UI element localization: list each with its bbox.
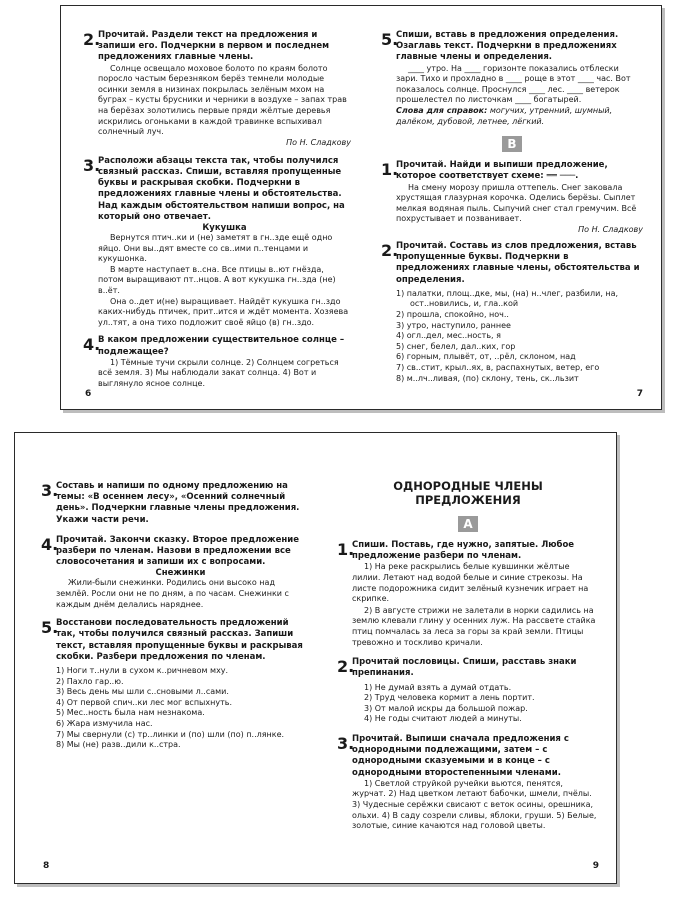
exercise-task: Расположи абзацы текста так, чтобы получился связный рассказ. Спиши, вставляя пропущенные буквы и раскрывая скобки. Подчеркни в предложениях главные члены и обстоятельства. Над каждым обстоятельством напиши вопрос, на который оно отвечает. <box>98 155 345 222</box>
exercise-2 <box>83 30 351 147</box>
page-7 <box>381 6 643 409</box>
task-part: В каком предложении существительное <box>98 335 302 346</box>
page-number: 6 <box>85 389 92 399</box>
exercise-5 <box>41 618 305 751</box>
text-title: Снежинки <box>155 568 206 579</box>
exercise-task: Прочитай. Найди и выпиши предложение, которое соответствует схеме: ══ ───. <box>396 160 608 182</box>
exercise-number: 4. <box>83 335 101 355</box>
author: По Н. Сладкову <box>578 224 643 234</box>
task-keyword: солнце <box>301 335 337 346</box>
exercise-number: 2. <box>337 657 355 677</box>
exercise-text: 1) Тёмные тучи скрыли солнце. 2) Солнцем согреться всё земля. 3) Мы наблюдали закат солнца. 4) Вот и выглянуло ясное солнце. <box>98 357 339 388</box>
reference-label: Слова для справок: <box>396 105 488 115</box>
list-item: 1) Не думай взять а думай отдать. <box>364 682 512 692</box>
exercise-4 <box>41 535 305 610</box>
level-badge: B <box>502 136 522 152</box>
author: По Н. Сладкову <box>286 137 351 147</box>
page-6 <box>83 6 351 409</box>
exercise-task: Прочитай. Выпиши сначала предложения с однородными подлежащими, затем – с однородными сказуемыми и в конце – с однородными второстепенными членами. <box>352 733 569 778</box>
word-list <box>396 289 643 384</box>
list-item: 2) прошла, спокойно, ноч.. <box>396 309 509 319</box>
exercise-task: Прочитай. Составь из слов предложения, вставь пропущенные буквы. Подчеркни в предложениях главные члены, обстоятельства и определения. <box>396 240 640 285</box>
exercise-3 <box>41 481 305 526</box>
exercise-number: 5. <box>381 30 399 49</box>
page-number: 9 <box>592 861 599 871</box>
exercise-task: Восстанови последовательность предложений так, чтобы получился связный рассказ. Запиши текст, вставляя пропущенные буквы и раскрывая скобки. Разбери предложения по членам. <box>56 618 303 662</box>
exercise-text: Жили-были снежинки. Родились они высоко над землёй. Росли они не по дням, а по часам. Снежинки с каждым днём делались наряднее. <box>56 578 289 609</box>
list-item: 6) горным, плывёт, от, ..рёл, склоном, над <box>396 352 576 362</box>
exercise-number: 5. <box>41 618 59 638</box>
list-item: 7) Мы свернули (с) тр..линки и (по) шли (по) п..лянке. <box>56 729 285 739</box>
exercise-task <box>98 335 351 357</box>
list-item: 2) Пахло гар..ю. <box>56 676 124 686</box>
exercise-text: 1) Светлой струйкой ручейки вьются, пенятся, журчат. 2) Над цветком летают бабочки, шмели, пчёлы. 3) Чудесные серёжки свисают с веток осины, орешника, ольхи. 4) В саду созрели сливы, яблоки, груши. 5) Белые, золотые, синие качаются над головой цветы. <box>352 778 597 831</box>
exercise-task: Спиши. Поставь, где нужно, запятые. Любое предложение разбери по членам. <box>352 540 575 562</box>
list-item: 7) св..стит, крыл..ях, в, распахнутых, ветер, его <box>396 362 600 372</box>
exercise-text: Солнце освещало моховое болото по краям болото поросло частым березняком берёз темнели молодые осинки земля в низинах покрылась зелёным мхом на буграх – кусты брусники и черники в воздухе – запах трав на берёзах золотились первые пряди жёлтые деревья искрились огоньками в каждой травинке вспыхивал солнечный луч. <box>98 63 347 137</box>
exercise-number: 2. <box>83 30 101 49</box>
paragraph-2: 2) В августе стрижи не залетали в норки садились на землю клевали глину у осенних луж. На рассвете стайка птиц помчалась за леса за горы за край земли. Птицы тревожно и тоскливо кричали. <box>352 605 596 647</box>
task-part: – подлежащее? <box>98 335 345 357</box>
exercise-2 <box>381 241 643 384</box>
exercise-5 <box>381 30 643 127</box>
list-item: 3) От малой искры да большой пожар. <box>364 703 528 713</box>
list-item: 5) Мес..ность была нам незнакома. <box>56 708 205 718</box>
list-item: 3) Весь день мы шли с..сновыми л..сами. <box>56 687 229 697</box>
list-item: 1) Ноги т..нули в сухом к..ричневом мху. <box>56 666 229 676</box>
section-title: ОДНОРОДНЫЕ ЧЛЕНЫ <box>393 479 543 493</box>
list-item: 4) От первой спич..ки лес мог вспыхнуть. <box>56 697 232 707</box>
exercise-task: Прочитай. Закончи сказку. Второе предложение разбери по членам. Назови в предложении все словосочетания и запиши их с вопросами. <box>56 534 299 568</box>
exercise-task: Составь и напиши по одному предложению на темы: «В осеннем лесу», «Осенний солнечный день». Подчеркни главные члены предложения. Укажи части речи. <box>56 481 300 525</box>
page-9 <box>337 433 599 883</box>
reference-words <box>396 106 643 127</box>
exercise-1 <box>337 540 599 648</box>
exercise-number: 1. <box>337 540 355 559</box>
exercise-2 <box>337 657 599 725</box>
paragraph-3: Она о..дет и(не) выращивает. Найдёт кукушка гн..здо каких-нибудь птичек, прит..ится и ждёт момента. Хозяева ул..тят, а она тихо подложит своё яйцо (в) гн..здо. <box>98 296 349 327</box>
exercise-number: 2. <box>381 240 399 260</box>
paragraph-1: Вернутся птич..ки и (не) заметят в гн..зде ещё одно яйцо. Они вы..дят вместе со св..ими п..тенцами и кукушонка. <box>98 232 333 264</box>
exercise-text: На смену морозу пришла оттепель. Снег заковала хрустящая глазурная корочка. Оделись берёзы. Сыплет мелкая водяная пыль. Сыпучий снег стал гремучим. Всё похрустывает и позванивает. <box>396 182 637 224</box>
section-title: ПРЕДЛОЖЕНИЯ <box>415 493 521 507</box>
exercise-text: ____ утро. На ____ горизонте показались отблески зари. Тихо и прохладно в ____ роще в этот ____ час. Вот показалось солнце. Проснулся ____ лес. ____ ветерок прошелестел по листочкам ____ богатырей. <box>396 63 631 105</box>
page-number: 8 <box>43 861 50 871</box>
level-badge: A <box>458 516 478 532</box>
list-item: 8) Мы (не) разв..дили к..стра. <box>56 740 181 750</box>
exercise-task: Прочитай. Раздели текст на предложения и запиши его. Подчеркни в первом и последнем предложениях главные члены. <box>98 30 330 63</box>
proverb-list <box>352 683 599 725</box>
exercise-number: 3. <box>337 733 355 753</box>
exercise-number: 3. <box>41 481 59 500</box>
exercise-3 <box>83 156 351 329</box>
text-title: Кукушка <box>202 222 247 233</box>
exercise-4 <box>83 335 351 389</box>
list-item: 6) Жара измучила нас. <box>56 718 153 728</box>
exercise-1 <box>381 160 643 234</box>
list-item: 1) палатки, площ..дке, мы, (на) н..члег, разбили, на, <box>396 288 619 298</box>
page-number: 7 <box>636 389 643 399</box>
list-item: 4) Не годы считают людей а минуты. <box>364 714 522 724</box>
exercise-number: 4. <box>41 534 59 554</box>
list-item: 2) Труд человека кормит а лень портит. <box>364 693 535 703</box>
list-item: 5) снег, белел, дал..ких, гор <box>396 341 516 351</box>
page-8 <box>41 433 305 883</box>
exercise-3 <box>337 734 599 832</box>
exercise-number: 3. <box>83 155 101 175</box>
exercise-task: Спиши, вставь в предложения определения. Озаглавь текст. Подчеркни в предложениях главные члены и определения. <box>396 30 619 63</box>
paragraph-2: В марте наступает в..сна. Все птицы в..ют гнёзда, потом выращивают пт..нцов. А вот кукушка гн..зда (не) в..ёт. <box>98 264 336 295</box>
spread-pages-8-9 <box>14 432 617 884</box>
list-item: 3) утро, наступило, раннее <box>396 320 511 330</box>
paragraph-1: 1) На реке раскрылись белые кувшинки жёлтые лилии. Летают над водой белые и синие стрекозы. На листе подорожника сидит зелёный кузнечик играет на скрипке. <box>352 562 589 604</box>
exercise-number: 1. <box>381 160 399 180</box>
reference-list: могучих, утренний, шумный, далёком, дубовой, летнее, лёгкий. <box>396 105 613 126</box>
list-item: 4) огл..дел, мес..ность, я <box>396 331 501 341</box>
list-item: ост..новились, и, гла..кой <box>410 299 519 309</box>
list-item: 8) м..лч..ливая, (по) склону, тень, ск..льзит <box>396 373 579 383</box>
spread-pages-6-7 <box>60 5 662 410</box>
sentence-list <box>56 666 305 751</box>
exercise-task: Прочитай пословицы. Спиши, расставь знаки препинания. <box>352 657 577 679</box>
